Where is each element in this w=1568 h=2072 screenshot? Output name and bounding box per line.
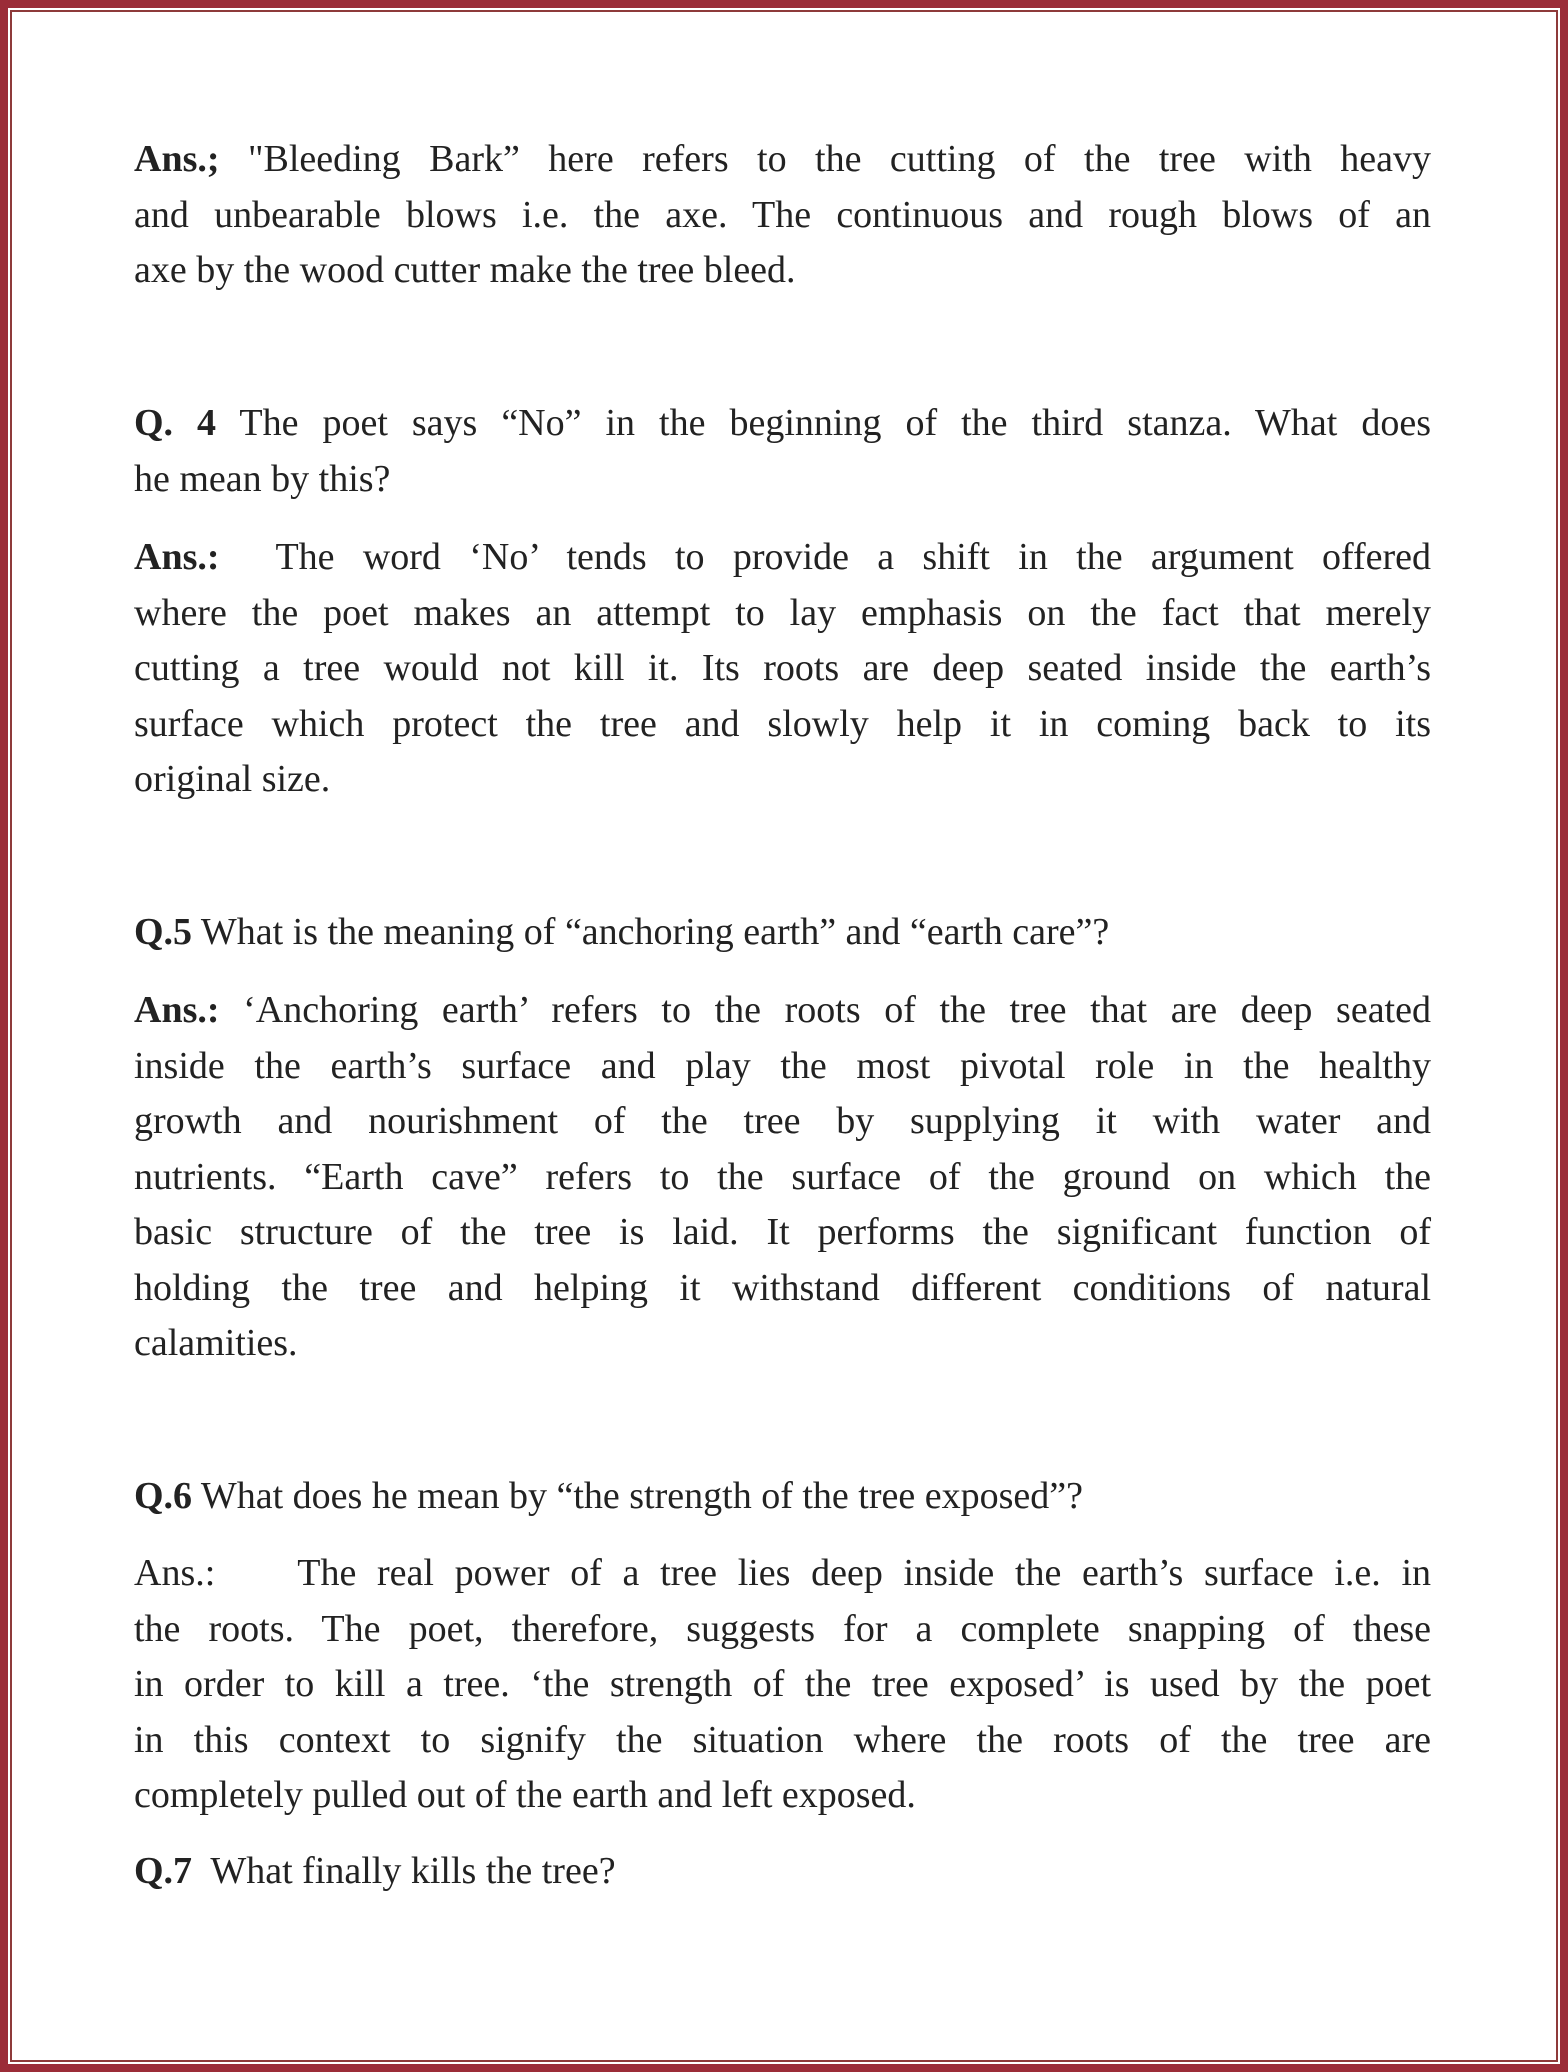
line-text: basic structure of the tree is laid. It performs the significant function of bbox=[134, 1211, 1431, 1253]
text-line bbox=[134, 1657, 1431, 1713]
line-text: Ans.: The real power of a tree lies deep inside the earth’s surface i.e. in bbox=[134, 1552, 1431, 1594]
line-text: What finally kills the tree? bbox=[192, 1850, 616, 1892]
text-line bbox=[134, 1844, 1431, 1900]
text-line bbox=[134, 1469, 1431, 1525]
line-text: holding the tree and helping it withstand different conditions of natural bbox=[134, 1266, 1431, 1309]
line-text: and unbearable blows i.e. the axe. The continuous and rough blows of an bbox=[134, 193, 1431, 236]
text-line bbox=[134, 905, 1431, 961]
line-text: ‘Anchoring earth’ refers to the roots of the tree that are deep seated bbox=[219, 989, 1431, 1031]
line-text: where the poet makes an attempt to lay emphasis on the fact that merely bbox=[134, 591, 1431, 634]
line-text: completely pulled out of the earth and left exposed. bbox=[134, 1774, 916, 1816]
line-text: The word ‘No’ tends to provide a shift in the argument offered bbox=[219, 536, 1431, 578]
label: Ans.; bbox=[134, 138, 220, 180]
label: Ans.: bbox=[134, 989, 220, 1031]
text-line bbox=[134, 1546, 1431, 1602]
label: Q.5 bbox=[134, 911, 193, 953]
question-4 bbox=[134, 396, 1431, 507]
line-text: cutting a tree would not kill it. Its roots are deep seated inside the earth’s bbox=[134, 647, 1431, 689]
text-line bbox=[134, 396, 1431, 452]
label: Ans.: bbox=[134, 536, 220, 578]
line-text: the roots. The poet, therefore, suggests for a complete snapping of these bbox=[134, 1607, 1431, 1650]
label: Q. 4 bbox=[134, 402, 217, 444]
text-line bbox=[134, 1713, 1431, 1769]
line-text: axe by the wood cutter make the tree bleed. bbox=[134, 249, 796, 291]
label: Q.7 bbox=[134, 1850, 193, 1892]
line-text: growth and nourishment of the tree by supplying it with water and bbox=[134, 1100, 1431, 1142]
line-text: in order to kill a tree. ‘the strength of the tree exposed’ is used by the poet bbox=[134, 1663, 1431, 1705]
line-text: What is the meaning of “anchoring earth” and “earth care”? bbox=[192, 911, 1110, 953]
text-line bbox=[134, 586, 1431, 642]
text-line bbox=[134, 188, 1431, 244]
question-6 bbox=[134, 1469, 1431, 1525]
text-line bbox=[134, 243, 1431, 299]
text-line bbox=[134, 530, 1431, 586]
line-text: What does he mean by “the strength of the tree exposed”? bbox=[192, 1475, 1083, 1517]
text-line bbox=[134, 983, 1431, 1039]
text-line bbox=[134, 641, 1431, 697]
text-line bbox=[134, 1316, 1431, 1372]
text-line bbox=[134, 1205, 1431, 1261]
text-line bbox=[134, 1094, 1431, 1150]
line-text: surface which protect the tree and slowly help it in coming back to its bbox=[134, 702, 1431, 745]
line-text: calamities. bbox=[134, 1322, 298, 1364]
answer-4 bbox=[134, 530, 1431, 808]
question-7 bbox=[134, 1844, 1431, 1900]
text-line bbox=[134, 1150, 1431, 1206]
text-line bbox=[134, 752, 1431, 808]
text-line bbox=[134, 1602, 1431, 1658]
answer-6 bbox=[134, 1546, 1431, 1824]
line-text: "Bleeding Bark” here refers to the cutting of the tree with heavy bbox=[219, 138, 1431, 180]
question-5 bbox=[134, 905, 1431, 961]
line-text: in this context to signify the situation where the roots of the tree are bbox=[134, 1718, 1431, 1761]
answer-5 bbox=[134, 983, 1431, 1372]
line-text: original size. bbox=[134, 758, 331, 800]
text-line bbox=[134, 1768, 1431, 1824]
text-line bbox=[134, 1039, 1431, 1095]
answer-3 bbox=[134, 132, 1431, 299]
text-line bbox=[134, 132, 1431, 188]
line-text: The poet says “No” in the beginning of the third stanza. What does bbox=[216, 402, 1431, 444]
line-text: nutrients. “Earth cave” refers to the surface of the ground on which the bbox=[134, 1155, 1431, 1198]
text-line bbox=[134, 697, 1431, 753]
line-text: inside the earth’s surface and play the most pivotal role in the healthy bbox=[134, 1044, 1431, 1087]
text-line bbox=[134, 1261, 1431, 1317]
line-text: he mean by this? bbox=[134, 457, 391, 500]
text-line bbox=[134, 452, 1431, 508]
label: Q.6 bbox=[134, 1475, 193, 1517]
